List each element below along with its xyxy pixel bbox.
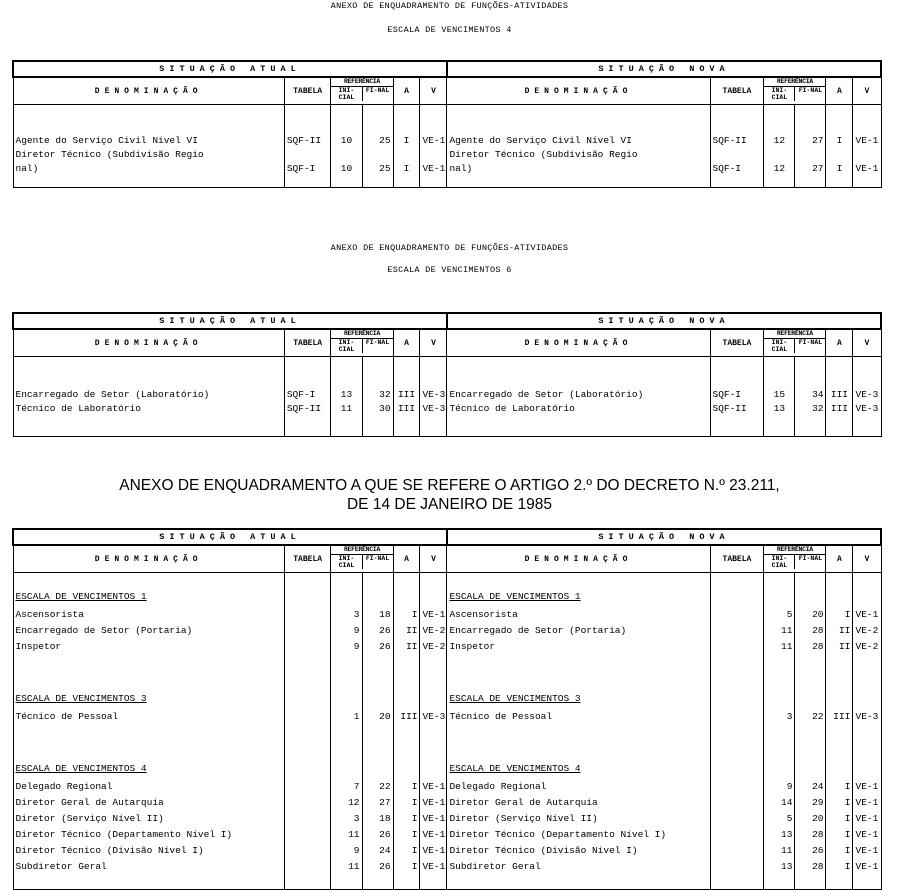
col-referencia [764, 329, 826, 357]
left-row-name: Diretor Técnico (Divisão Nível I) [15, 845, 204, 856]
col-inicial: INI-CIAL [764, 87, 795, 101]
left-row-v: VE-1 [422, 781, 446, 792]
right-row-a: I [836, 135, 843, 146]
left-row-a: II [406, 625, 418, 636]
right-row-name: Técnico de Laboratório [449, 402, 575, 414]
left-row-final: 26 [379, 641, 391, 652]
right-row-a: II [838, 625, 851, 636]
left-row-name: Diretor (Serviço Nível II) [15, 813, 164, 824]
right-row-final: 20 [812, 609, 824, 620]
col-referencia [764, 77, 826, 105]
col-denominacao: DENOMINAÇÃO [13, 329, 284, 357]
col-denominacao: DENOMINAÇÃO [447, 77, 710, 105]
left-row-v: VE-1 [422, 861, 446, 872]
col-tabela: TABELA [284, 77, 331, 105]
left-row-final: 27 [379, 797, 391, 808]
left-row-v: VE-1 [422, 135, 446, 146]
left-row-inicial: 9 [353, 845, 360, 856]
left-row-a: I [411, 861, 418, 872]
col-denominacao: DENOMINAÇÃO [447, 545, 710, 573]
right-row-inicial: 9 [786, 781, 793, 792]
col-v: V [853, 77, 881, 105]
right-row-name: Diretor Técnico (Departamento Nível I) [449, 829, 667, 840]
left-row-inicial: 11 [348, 861, 360, 872]
block1-table [12, 60, 882, 188]
right-row-name: Ascensorista [449, 609, 518, 620]
left-row-final: 20 [379, 711, 391, 722]
right-row-a: II [838, 641, 851, 652]
right-group-heading: ESCALA DE VENCIMENTOS 4 [449, 763, 581, 774]
right-row-a: I [844, 813, 851, 824]
col-v: V [420, 329, 447, 357]
left-row-final: 25 [379, 163, 391, 174]
col-a: A [393, 329, 420, 357]
block1-subtitle: ESCALA DE VENCIMENTOS 4 [387, 25, 512, 35]
left-row-tabela: SQF-II [286, 135, 322, 146]
right-row-v: VE-3 [855, 711, 879, 722]
left-row-final: 18 [379, 609, 391, 620]
right-row-final: 26 [812, 845, 824, 856]
col-a: A [826, 77, 853, 105]
col-tabela: TABELA [710, 545, 764, 573]
right-row-inicial: 5 [786, 813, 793, 824]
col-referencia [331, 77, 393, 105]
col-v: V [420, 545, 447, 573]
col-referencia-label: REFERÊNCIA [764, 78, 825, 87]
right-row-a: I [836, 163, 843, 174]
right-row-name: Diretor (Serviço Nível II) [449, 813, 598, 824]
left-row-v: VE-1 [422, 813, 446, 824]
right-row-v: VE-1 [855, 861, 879, 872]
left-row-name: Diretor Geral de Autarquia [15, 797, 164, 808]
right-row-final: 32 [812, 402, 824, 414]
left-row-inicial: 3 [353, 813, 360, 824]
col-referencia [764, 545, 826, 573]
col-inicial: INI-CIAL [331, 555, 362, 569]
situacao-nova-header: SITUAÇÃO NOVA [447, 313, 881, 329]
right-row-a: I [844, 845, 851, 856]
col-final: FI-NAL [365, 339, 390, 346]
left-row-final: 18 [379, 813, 391, 824]
left-row-a: I [411, 609, 418, 620]
left-row-inicial: 13 [340, 388, 353, 400]
right-row-name: Diretor Técnico (Divisão Nível I) [449, 845, 638, 856]
left-row-a: III [397, 402, 416, 414]
right-row-tabela: SQF-II [712, 402, 747, 414]
block3-table [12, 528, 882, 890]
left-row-a: I [403, 135, 410, 146]
right-row-v: VE-1 [855, 797, 879, 808]
left-row-final: 32 [379, 388, 391, 400]
left-group-heading: ESCALA DE VENCIMENTOS 4 [15, 763, 147, 774]
right-row-final: 34 [812, 388, 824, 400]
block3-title-line2: DE 14 DE JANEIRO DE 1985 [346, 496, 553, 513]
right-row-inicial: 13 [781, 829, 793, 840]
left-row-a: III [397, 388, 416, 400]
left-row-name: Subdiretor Geral [15, 861, 107, 872]
block1-title: ANEXO DE ENQUADRAMENTO DE FUNÇÕES-ATIVIDADES [330, 1, 569, 11]
right-row-inicial: 11 [781, 625, 793, 636]
left-row-a: I [411, 813, 418, 824]
left-row-final: 24 [379, 845, 391, 856]
right-row-inicial: 5 [786, 609, 793, 620]
left-row-name: Encarregado de Setor (Laboratório) [15, 388, 210, 400]
left-row-final: 26 [379, 829, 391, 840]
right-row-inicial: 13 [773, 402, 786, 414]
left-group-heading: ESCALA DE VENCIMENTOS 1 [15, 591, 147, 602]
right-row-inicial: 11 [781, 845, 793, 856]
left-row-a: I [411, 829, 418, 840]
left-row-v: VE-1 [422, 797, 446, 808]
right-row-inicial: 12 [773, 135, 786, 146]
right-row-name: Encarregado de Setor (Portaria) [449, 625, 627, 636]
col-referencia-label: REFERÊNCIA [764, 546, 825, 555]
right-row-v: VE-1 [855, 163, 879, 174]
right-row-v: VE-1 [855, 609, 879, 620]
right-row-name-cont: nal) [449, 163, 473, 174]
left-row-tabela: SQF-I [286, 388, 316, 400]
right-row-a: III [830, 402, 848, 414]
right-row-v: VE-2 [855, 641, 879, 652]
right-row-final: 28 [812, 829, 824, 840]
left-row-inicial: 1 [353, 711, 360, 722]
col-referencia-label: REFERÊNCIA [331, 546, 392, 555]
left-row-name: Agente do Serviço Civil Nível VI [15, 135, 198, 146]
left-row-v: VE-3 [422, 711, 446, 722]
col-final: FI-NAL [365, 555, 390, 562]
right-row-name: Diretor Técnico (Subdivisão Regio [449, 149, 638, 160]
right-group-heading: ESCALA DE VENCIMENTOS 1 [449, 591, 581, 602]
left-row-tabela: SQF-I [286, 163, 316, 174]
left-row-v: VE-1 [422, 163, 446, 174]
col-tabela: TABELA [284, 545, 331, 573]
right-row-final: 27 [812, 135, 824, 146]
col-tabela: TABELA [710, 329, 764, 357]
situacao-nova-header: SITUAÇÃO NOVA [447, 61, 881, 77]
right-row-v: VE-1 [855, 781, 879, 792]
right-row-a: III [830, 388, 848, 400]
col-denominacao: DENOMINAÇÃO [13, 77, 284, 105]
right-row-tabela: SQF-II [712, 135, 747, 146]
col-referencia-label: REFERÊNCIA [331, 78, 392, 87]
col-tabela: TABELA [710, 77, 764, 105]
right-row-v: VE-2 [855, 625, 879, 636]
right-row-inicial: 11 [781, 641, 793, 652]
left-row-name: Delegado Regional [15, 781, 113, 792]
left-row-inicial: 12 [348, 797, 360, 808]
right-row-v: VE-1 [855, 813, 879, 824]
left-row-inicial: 11 [340, 402, 353, 414]
block3-title-line1: ANEXO DE ENQUADRAMENTO A QUE SE REFERE O ARTIGO 2.º DO DECRETO N.º 23.211, [119, 477, 780, 494]
col-v: V [853, 545, 881, 573]
right-row-tabela: SQF-I [712, 163, 742, 174]
col-referencia-label: REFERÊNCIA [764, 330, 825, 339]
right-row-name: Agente do Serviço Civil Nível VI [449, 135, 632, 146]
right-row-tabela: SQF-I [712, 388, 742, 400]
col-a: A [393, 545, 420, 573]
block2-subtitle: ESCALA DE VENCIMENTOS 6 [387, 265, 512, 275]
col-tabela: TABELA [284, 329, 331, 357]
col-final: FI-NAL [798, 555, 823, 562]
col-final: FI-NAL [365, 87, 390, 94]
right-row-name: Inspetor [449, 641, 496, 652]
col-a: A [393, 77, 420, 105]
left-row-inicial: 10 [340, 163, 353, 174]
right-row-final: 28 [812, 625, 824, 636]
left-row-a: I [411, 797, 418, 808]
right-row-v: VE-1 [855, 829, 879, 840]
right-row-name: Encarregado de Setor (Laboratório) [449, 388, 644, 400]
right-row-a: I [844, 861, 851, 872]
left-row-v: VE-1 [422, 609, 446, 620]
left-row-v: VE-3 [422, 402, 446, 414]
block2-title: ANEXO DE ENQUADRAMENTO DE FUNÇÕES-ATIVIDADES [330, 243, 569, 253]
right-row-final: 27 [812, 163, 824, 174]
right-row-name: Diretor Geral de Autarquia [449, 797, 598, 808]
left-row-name: Inspetor [15, 641, 62, 652]
right-row-v: VE-1 [855, 845, 879, 856]
left-row-name: Diretor Técnico (Departamento Nível I) [15, 829, 233, 840]
col-referencia [331, 545, 393, 573]
right-row-final: 29 [812, 797, 824, 808]
left-row-final: 25 [379, 135, 391, 146]
situacao-nova-header: SITUAÇÃO NOVA [447, 529, 881, 545]
left-row-a: I [411, 845, 418, 856]
left-row-inicial: 10 [340, 135, 353, 146]
left-row-name: Técnico de Pessoal [15, 711, 119, 722]
right-row-name: Subdiretor Geral [449, 861, 541, 872]
right-row-inicial: 3 [786, 711, 793, 722]
right-group-heading: ESCALA DE VENCIMENTOS 3 [449, 693, 581, 704]
right-row-final: 24 [812, 781, 824, 792]
left-row-name-cont: nal) [15, 163, 39, 174]
left-row-v: VE-2 [422, 625, 446, 636]
situacao-atual-header: SITUAÇÃO ATUAL [13, 61, 447, 77]
left-row-name: Diretor Técnico (Subdivisão Regio [15, 149, 204, 160]
left-row-a: I [411, 781, 418, 792]
col-inicial: INI-CIAL [331, 87, 362, 101]
left-row-v: VE-2 [422, 641, 446, 652]
col-inicial: INI-CIAL [764, 555, 795, 569]
left-row-final: 30 [379, 402, 391, 414]
left-row-v: VE-1 [422, 829, 446, 840]
left-row-v: VE-1 [422, 845, 446, 856]
left-row-name: Encarregado de Setor (Portaria) [15, 625, 193, 636]
col-a: A [826, 545, 853, 573]
right-row-final: 22 [812, 711, 824, 722]
col-v: V [853, 329, 881, 357]
right-row-v: VE-3 [855, 388, 879, 400]
right-row-name: Delegado Regional [449, 781, 547, 792]
right-row-final: 28 [812, 861, 824, 872]
left-row-inicial: 3 [353, 609, 360, 620]
right-row-a: I [844, 829, 851, 840]
left-row-final: 26 [379, 861, 391, 872]
col-referencia-label: REFERÊNCIA [331, 330, 392, 339]
left-row-name: Ascensorista [15, 609, 84, 620]
left-row-inicial: 9 [353, 625, 360, 636]
right-row-inicial: 13 [781, 861, 793, 872]
left-row-a: II [406, 641, 418, 652]
right-row-inicial: 14 [781, 797, 793, 808]
left-row-inicial: 11 [348, 829, 360, 840]
left-row-final: 22 [379, 781, 391, 792]
left-row-a: III [400, 711, 418, 722]
situacao-atual-header: SITUAÇÃO ATUAL [13, 313, 447, 329]
col-inicial: INI-CIAL [331, 339, 362, 353]
left-row-inicial: 9 [353, 641, 360, 652]
col-final: FI-NAL [798, 87, 823, 94]
col-a: A [826, 329, 853, 357]
right-row-name: Técnico de Pessoal [449, 711, 553, 722]
right-row-a: I [844, 609, 851, 620]
right-row-inicial: 15 [773, 388, 786, 400]
col-final: FI-NAL [798, 339, 823, 346]
situacao-atual-header: SITUAÇÃO ATUAL [13, 529, 447, 545]
left-row-tabela: SQF-II [286, 402, 322, 414]
left-row-inicial: 7 [353, 781, 360, 792]
col-inicial: INI-CIAL [764, 339, 795, 353]
left-group-heading: ESCALA DE VENCIMENTOS 3 [15, 693, 147, 704]
col-referencia [331, 329, 393, 357]
right-row-final: 20 [812, 813, 824, 824]
right-row-a: I [844, 781, 851, 792]
right-row-a: I [844, 797, 851, 808]
right-row-v: VE-1 [855, 135, 879, 146]
col-denominacao: DENOMINAÇÃO [447, 329, 710, 357]
col-v: V [420, 77, 447, 105]
left-row-v: VE-3 [422, 388, 446, 400]
col-denominacao: DENOMINAÇÃO [13, 545, 284, 573]
right-row-final: 28 [812, 641, 824, 652]
right-row-a: III [833, 711, 851, 722]
left-row-final: 26 [379, 625, 391, 636]
right-row-inicial: 12 [773, 163, 786, 174]
left-row-a: I [403, 163, 410, 174]
right-row-v: VE-3 [855, 402, 879, 414]
left-row-name: Técnico de Laboratório [15, 402, 141, 414]
block2-table [12, 312, 882, 437]
